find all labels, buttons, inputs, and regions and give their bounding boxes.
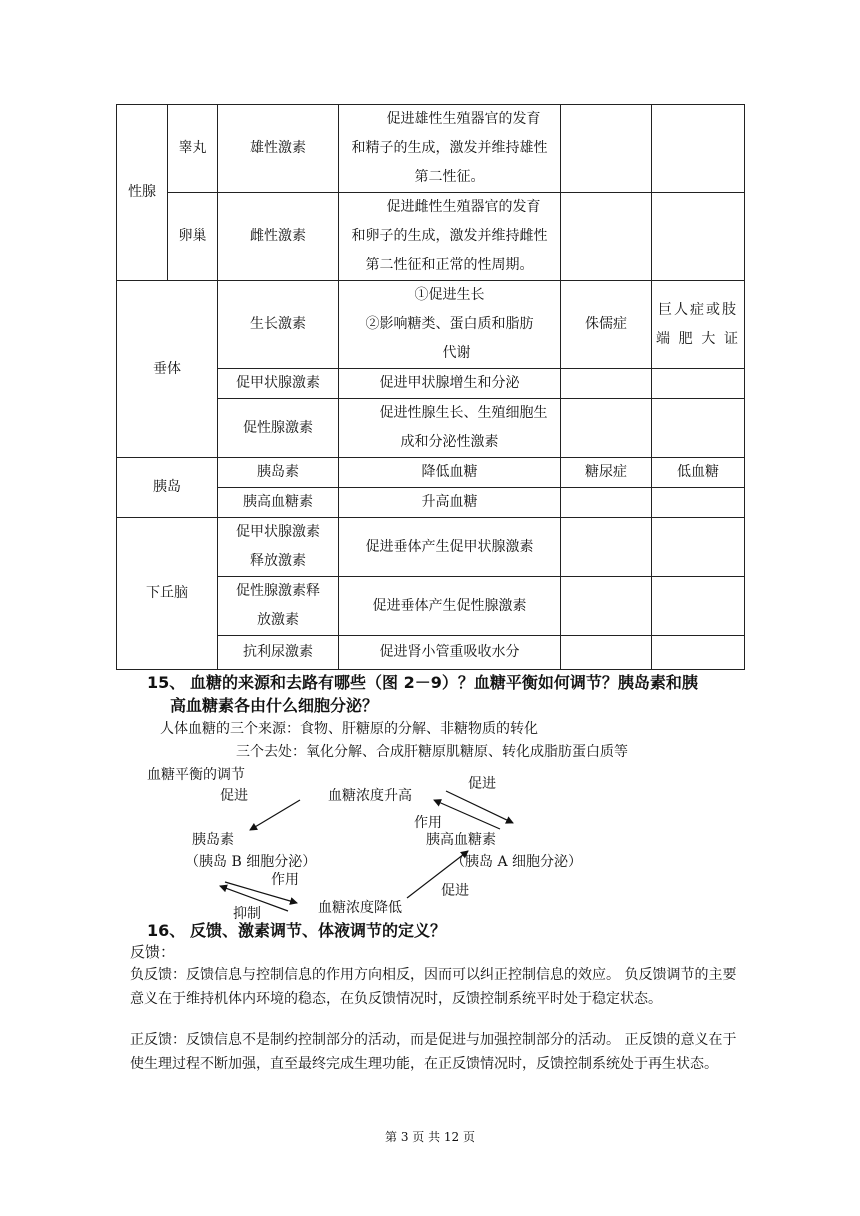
hormone-line: 促性腺激素释 xyxy=(236,583,320,599)
glucagon-source: （胰岛 A 细胞分泌） xyxy=(451,854,583,870)
deficiency-cell: 侏儒症 xyxy=(561,281,652,369)
node-insulin: 胰岛素 xyxy=(192,832,234,848)
function-line: 促进雄性生殖器官的发育 xyxy=(386,111,541,127)
glucose-sources: 人体血糖的三个来源：食物、肝糖原的分解、非糖物质的转化 xyxy=(160,721,538,737)
insulin-source: （胰岛 B 细胞分泌） xyxy=(185,854,317,870)
question-16-number: 16、 xyxy=(147,921,186,940)
gland-cell-pituitary: 垂体 xyxy=(117,281,218,458)
label-action-right: 作用 xyxy=(414,815,442,831)
function-line: 第二性征和正常的性周期。 xyxy=(365,257,534,273)
function-line: 成和分泌性激素 xyxy=(400,434,499,450)
label-promote-bottom: 促进 xyxy=(441,883,469,899)
node-glucagon: 胰高血糖素 xyxy=(426,832,496,848)
arrow-glucagon-to-high xyxy=(434,800,500,829)
node-glucose-low: 血糖浓度降低 xyxy=(318,900,402,916)
hormone-cell: 胰岛素 xyxy=(218,458,339,488)
function-cell: 升高血糖 xyxy=(339,488,561,518)
excess-cell: 低血糖 xyxy=(652,458,745,488)
organ-cell-testis: 睾丸 xyxy=(168,105,218,193)
glucose-sinks: 三个去处：氧化分解、合成肝糖原肌糖原、转化成脂肪蛋白质等 xyxy=(236,744,628,760)
gland-cell-hypothalamus: 下丘脑 xyxy=(117,518,218,670)
regulation-label: 血糖平衡的调节 xyxy=(147,767,245,783)
function-line: 促进性腺生长、生殖细胞生 xyxy=(379,405,548,421)
label-promote-left: 促进 xyxy=(220,788,248,804)
question-15-line1: 血糖的来源和去路有哪些（图 2－9）？血糖平衡如何调节？胰岛素和胰 xyxy=(190,673,698,692)
page-footer: 第 3 页 共 12 页 xyxy=(385,1130,475,1144)
label-inhibit: 抑制 xyxy=(233,906,261,922)
gland-cell-islet: 胰岛 xyxy=(117,458,218,518)
function-cell: 促进甲状腺增生和分泌 xyxy=(339,369,561,399)
function-cell: 促进垂体产生促性腺激素 xyxy=(339,577,561,636)
function-cell: 降低血糖 xyxy=(339,458,561,488)
question-15-line2: 高血糖素各由什么细胞分泌？ xyxy=(170,696,379,715)
function-line: 和卵子的生成，激发并维持雌性 xyxy=(351,228,548,244)
hormone-line: 促甲状腺激素 xyxy=(236,524,320,540)
hormone-cell: 抗利尿激素 xyxy=(218,636,339,670)
function-cell: 促进肾小管重吸收水分 xyxy=(339,636,561,670)
function-line: ①促进生长 xyxy=(414,287,485,303)
function-cell: 促进垂体产生促甲状腺激素 xyxy=(339,518,561,577)
hormone-cell: 促性腺激素 xyxy=(218,399,339,458)
arrow-high-to-insulin xyxy=(250,800,300,830)
label-promote-top-right: 促进 xyxy=(468,776,496,792)
excess-cell: 巨人症或肢端肥大证 xyxy=(652,281,745,369)
hormone-cell: 胰高血糖素 xyxy=(218,488,339,518)
organ-cell-ovary: 卵巢 xyxy=(168,193,218,281)
function-line: 代谢 xyxy=(442,345,471,361)
function-line: 第二性征。 xyxy=(414,169,485,185)
hormone-cell: 雌性激素 xyxy=(218,193,339,281)
function-line: 促进雌性生殖器官的发育 xyxy=(386,199,541,215)
question-16-title: 反馈、激素调节、体液调节的定义？ xyxy=(190,921,447,940)
hormone-line: 释放激素 xyxy=(250,553,306,569)
arrow-high-to-glucagon xyxy=(446,791,513,823)
hormone-cell: 促甲状腺激素 xyxy=(218,369,339,399)
deficiency-cell: 糖尿症 xyxy=(561,458,652,488)
negative-feedback-paragraph: 负反馈：反馈信息与控制信息的作用方向相反，因而可以纠正控制信息的效应。 负反馈调节的主要意义在于维持机体内环境的稳态，在负反馈情况时，反馈控制系统平时处于稳定状态。 xyxy=(130,967,737,1007)
function-line: ②影响糖类、蛋白质和脂肪 xyxy=(365,316,534,332)
function-line: 和精子的生成，激发并维持雄性 xyxy=(351,140,548,156)
positive-feedback-paragraph: 正反馈：反馈信息不是制约控制部分的活动，而是促进与加强控制部分的活动。 正反馈的意义在于使生理过程不断加强，直至最终完成生理功能，在正反馈情况时，反馈控制系统处于再生状态。 xyxy=(130,1032,737,1072)
hormone-line: 放激素 xyxy=(257,612,299,628)
question-15-number: 15、 xyxy=(147,673,186,692)
feedback-label: 反馈： xyxy=(130,943,176,961)
label-action-left: 作用 xyxy=(271,872,299,888)
node-glucose-high: 血糖浓度升高 xyxy=(328,788,412,804)
gland-cell-gonad: 性腺 xyxy=(117,105,168,281)
hormone-cell: 生长激素 xyxy=(218,281,339,369)
hormone-cell: 雄性激素 xyxy=(218,105,339,193)
